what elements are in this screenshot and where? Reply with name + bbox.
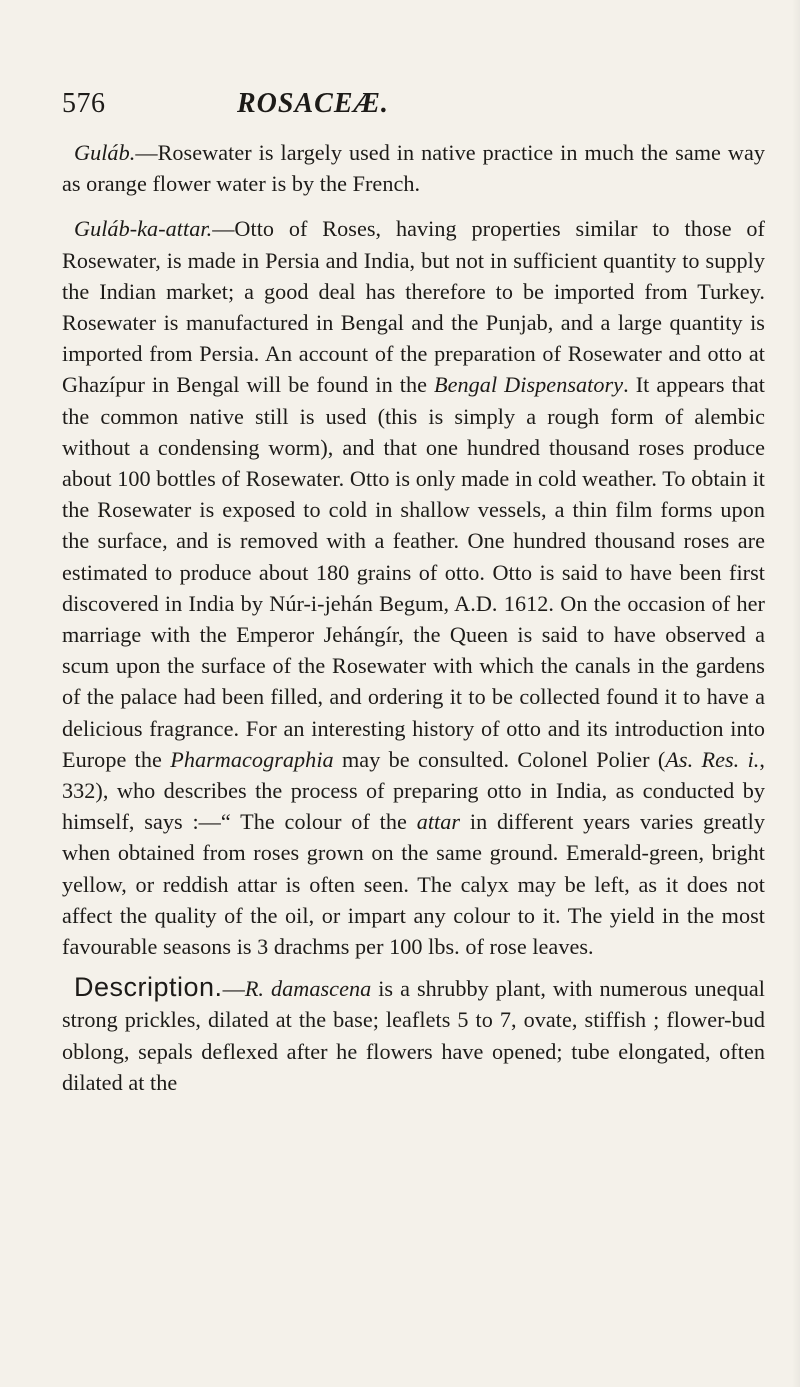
book-title-pharmacographia: Pharmacographia <box>170 746 334 772</box>
paragraph-gulab-text: —Rosewater is largely used in native practice in much the same way as orange flower water is by the French. <box>62 140 765 197</box>
page-number: 576 <box>62 88 106 119</box>
paragraph-attar-text-2: . It appears that the common native still is used (this is simply a rough form of alembic without a condensing worm), and that one hundred thousand roses produce about 100 bottles of Rosewater. Otto is only made in cold weather. To obtain it the Rosewater is exposed to cold in shallow vessels, a thin film forms upon the surface, and is removed with a feather. One hundred thousand roses are estimated to produce about 180 grains of otto. Otto is said to have been first discovered in India by Núr-i-jehán Begum, A.D. 1612. On the occasion of her marriage with the Emperor Jehángír, the Queen is said to have observed a scum upon the surface of the Rosewater with which the canals in the gardens of the palace had been filled, and ordering it to be collected found it to have a delicious fragrance. For an interesting history of otto and its introduction into Europe the <box>62 372 765 772</box>
paragraph-attar-text-1: —Otto of Roses, having properties similar to those of Rosewater, is made in Persia and India, but not in sufficient quantity to supply the Indian market; a good deal has therefore to be imported from Turkey. Rosewater is manufactured in Bengal and the Punjab, and a large quantity is imported from Persia. An account of the preparation of Rosewater and otto at Ghazípur in Bengal will be found in the <box>62 216 765 398</box>
paragraph-description-text: is a shrubby plant, with numerous unequal strong prickles, dilated at the base; leaflets 5 to 7, ovate, stiffish ; flower-bud oblong, sepals deflexed after he flowers have opened; tube elongated, often dilated at the <box>62 976 765 1095</box>
paragraph-description <box>62 972 765 1098</box>
running-title: ROSACEÆ. <box>237 88 389 119</box>
paragraph-attar-text-4: , 332), who describes the process of preparing otto in India, as conducted by himself, says :—“ The colour of the <box>62 746 765 835</box>
paragraph-attar-text-3: may be consulted. Colonel Polier ( <box>333 746 666 772</box>
page-edge-shadow <box>792 0 800 1387</box>
paragraph-attar-text-5: in different years varies greatly when obtained from roses grown on the same ground. Emerald-green, bright yellow, or reddish attar is often seen. The calyx may be left, as it does not affect the quality of the oil, or impart any colour to it. The yield in the most favourable seasons is 3 drachms per 100 lbs. of rose leaves. <box>62 809 765 960</box>
term-gulab-ka-attar: Guláb-ka-attar. <box>74 216 213 242</box>
description-dash: — <box>222 976 245 1002</box>
section-heading-description: Description. <box>74 972 223 1003</box>
term-gulab: Guláb. <box>74 140 136 165</box>
running-head <box>62 88 766 124</box>
paragraph-gulab <box>62 137 765 199</box>
word-attar: attar <box>416 809 461 835</box>
book-title-bengal-dispensatory: Bengal Dispensatory <box>434 372 624 398</box>
species-name: R. damascena <box>244 976 372 1002</box>
paragraph-gulab-ka-attar <box>62 213 765 962</box>
body-text <box>62 137 765 1112</box>
reference-asiatic-researches: As. Res. i. <box>665 746 760 772</box>
